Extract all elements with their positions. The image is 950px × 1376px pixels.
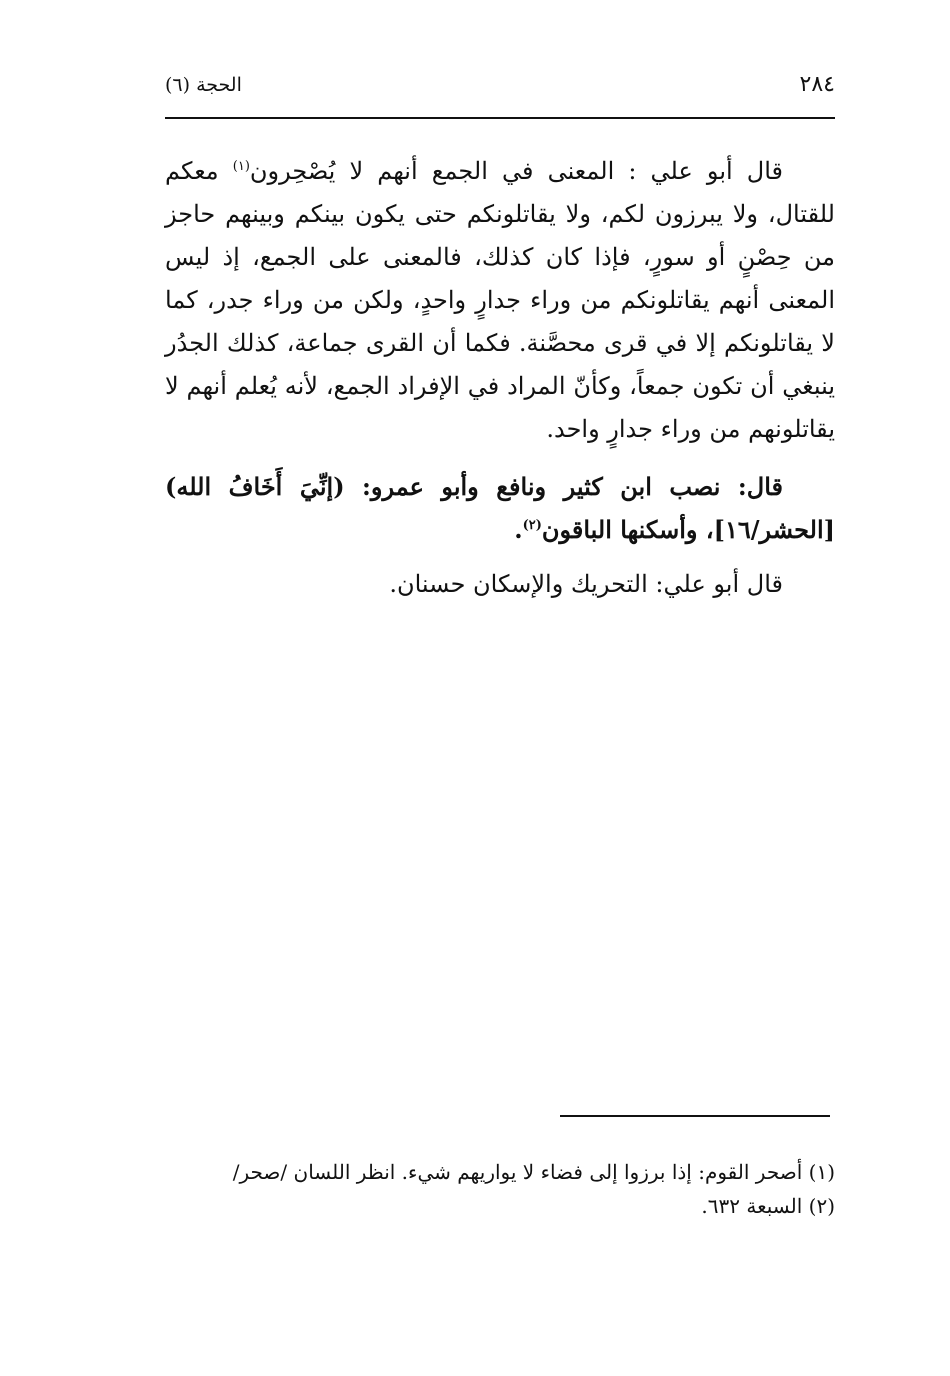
footnote-marker-1: (١)	[232, 159, 250, 174]
paragraph-text: قال أبو علي : المعنى في الجمع أنهم لا يُصْحِرون	[249, 157, 783, 185]
running-title: الحجة (٦)	[165, 74, 242, 96]
footnote-marker-2: (٢)	[522, 518, 542, 533]
reading-text: قال: نصب ابن كثير ونافع وأبو عمرو: (إنِّيَ أَخَافُ الله) [الحشر/١٦]، وأسكنها الباقون	[165, 472, 835, 544]
paragraph-text-continued: معكم للقتال، ولا يبرزون لكم، ولا يقاتلونكم حتى يكون بينكم وبينهم حاجز من حِصْنٍ أو سورٍ، فإذا كان كذلك، فالمعنى على الجمع، إذ ليس المعنى أنهم يقاتلونكم من وراء جدارٍ واحدٍ، ولكن من وراء جدر، كما لا يقاتلونكم إلا في قرى محصَّنة. فكما أن القرى جماعة، كذلك الجدُر ينبغي أن تكون جمعاً، وكأنّ المراد في الإفراد الجمع، لأنه يُعلم أنهم لا يقاتلونهم من وراء جدارٍ واحد.	[165, 157, 835, 443]
reading-text-end: .	[514, 515, 523, 544]
header-rule	[165, 117, 835, 119]
footnote-1: (١) أصحر القوم: إذا برزوا إلى فضاء لا يواريهم شيء. انظر اللسان /صحر/	[232, 1160, 835, 1184]
footnote-rule	[560, 1115, 830, 1117]
paragraph-commentary	[165, 150, 835, 451]
footnote-2: (٢) السبعة ٦٣٢.	[701, 1194, 835, 1218]
paragraph-reading	[165, 465, 835, 551]
paragraph-conclusion: قال أبو علي: التحريك والإسكان حسنان.	[389, 570, 783, 598]
page-number: ٢٨٤	[799, 72, 835, 97]
page-header	[165, 72, 835, 106]
footnotes	[165, 1155, 835, 1223]
main-text	[165, 150, 835, 606]
